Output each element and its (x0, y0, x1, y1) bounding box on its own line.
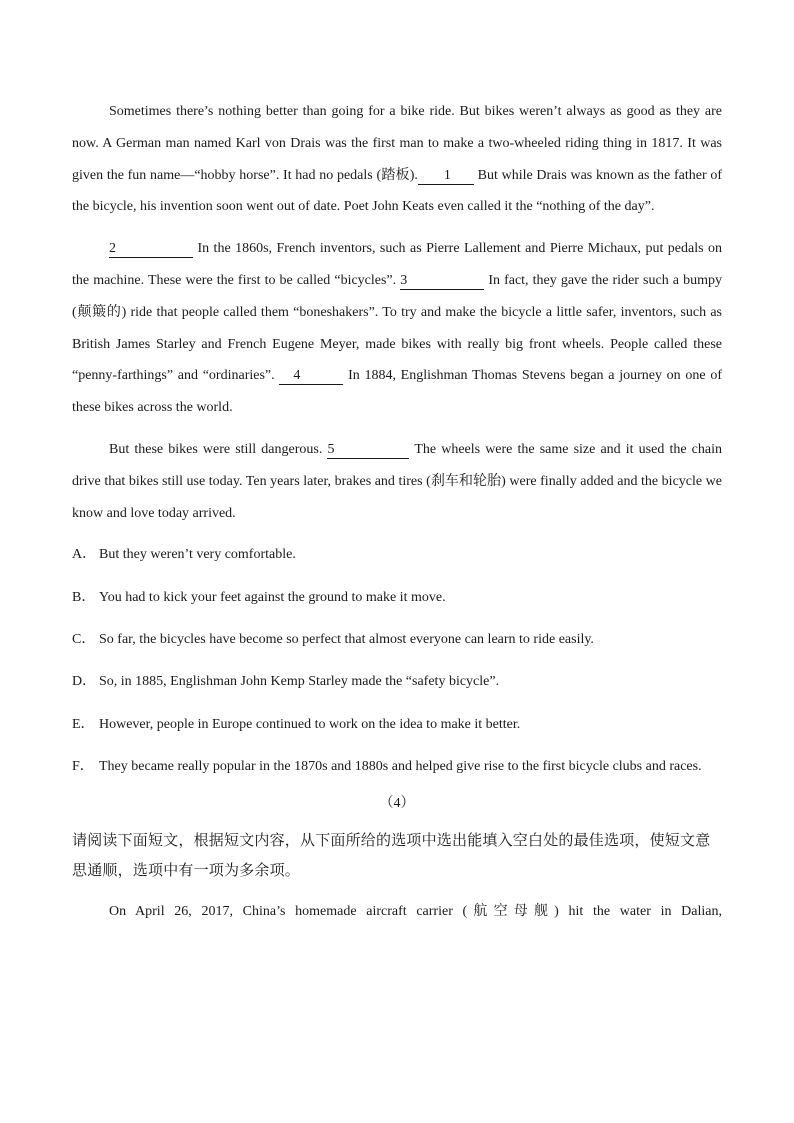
blank-number: 5 (327, 441, 335, 457)
blank-1 (418, 168, 474, 185)
blank-number: 1 (443, 167, 451, 183)
option-letter: A． (72, 547, 97, 563)
option-text: But they weren’t very comfortable. (99, 547, 296, 563)
blank-4 (279, 368, 343, 385)
paragraph-text: In 1884, Englishman Thomas Stevens began a journey on one of these bikes across the world. (72, 368, 722, 416)
blank-number: 2 (109, 241, 116, 257)
blank-number: 3 (400, 272, 408, 288)
option-text: However, people in Europe continued to work on the idea to make it better. (99, 716, 521, 732)
passage-paragraph-3 (72, 434, 722, 529)
paragraph-text: In fact, they gave the rider such a bumpy (颠簸的) ride that people called them “boneshakers”. To try and make the bicycle a little safer, inventors, such as British James Starley and French Eugene Meyer, made bikes with really big front wheels. People called these “penny-farthings” and “ordinaries”. (72, 272, 722, 384)
option-f (72, 751, 722, 783)
paragraph-text: In the 1860s, French inventors, such as Pierre Lallement and Pierre Michaux, put pedals on the machine. These were the first to be called “bicycles”. (72, 241, 722, 288)
option-c (72, 624, 722, 656)
blank-3 (400, 273, 484, 290)
section-number: （4） (379, 795, 415, 811)
passage-4-first-line: On April 26, 2017, China’s homemade aircraft carrier (航空母舰) hit the water in Dalian, (109, 903, 722, 919)
option-letter: D． (72, 674, 97, 690)
option-text: So far, the bicycles have become so perfect that almost everyone can learn to ride easily. (99, 631, 594, 647)
option-text: They became really popular in the 1870s and 1880s and helped give rise to the first bicycle clubs and races. (99, 758, 702, 774)
option-d (72, 666, 722, 698)
option-text: So, in 1885, Englishman John Kemp Starley made the “safety bicycle”. (99, 674, 500, 690)
blank-number: 4 (293, 368, 301, 384)
paragraph-text: Sometimes there’s nothing better than going for a bike ride. But bikes weren’t always as good as they are now. A German man named Karl von Drais was the first man to make a two-wheeled riding thing in 1817. It was given the fun name—“hobby horse”. It had no pedals (踏板). (72, 104, 722, 183)
passage-paragraph-1 (72, 96, 722, 223)
paragraph-text: But while Drais was known as the father of the bicycle, his invention soon went out of date. Poet John Keats even called it the “nothing of the day”. (72, 167, 722, 215)
blank-5 (327, 442, 409, 459)
passage-paragraph-2 (72, 233, 722, 424)
section-instruction: 请阅读下面短文，根据短文内容，从下面所给的选项中选出能填入空白处的最佳选项，使短文意思通顺，选项中有一项为多余项。 (72, 830, 711, 880)
option-b (72, 582, 722, 614)
option-text: You had to kick your feet against the ground to make it move. (99, 589, 446, 605)
paragraph-text: But these bikes were still dangerous. (109, 441, 328, 457)
option-letter: E． (72, 716, 95, 732)
paragraph-text: The wheels were the same size and it used the chain drive that bikes still use today. Ten years later, brakes and tires (刹车和轮胎) were finally added and the bicycle we know and love today arrived. (72, 441, 722, 521)
option-a (72, 539, 722, 571)
option-letter: F． (72, 758, 94, 774)
option-letter: C． (72, 631, 96, 647)
document-page (72, 96, 722, 927)
option-letter: B． (72, 589, 96, 605)
blank-2 (109, 241, 193, 258)
option-e (72, 709, 722, 741)
